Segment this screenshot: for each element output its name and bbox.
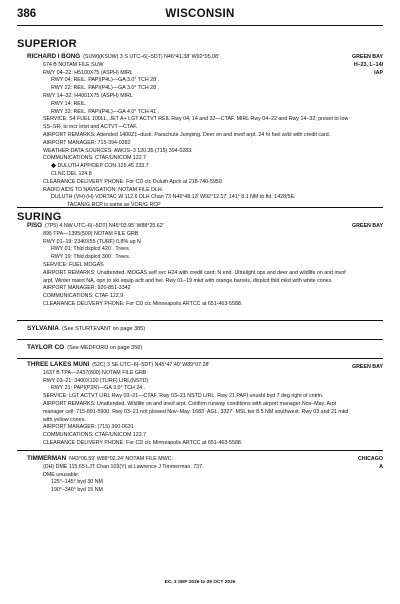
runway-end: RWY 32: REIL. PAPI(P4L)—GA 4.0° TCH 41´. <box>51 108 160 115</box>
runway-end: RWY 21: PAPI(P2R)—GA 3.0° TCH 24´. <box>51 385 146 392</box>
section-rule <box>17 450 383 451</box>
service: SERVICE: LGT ACTVT LIRL Rwy 03–21—CTAF. Rwy 03–21 NSTD LIRL. Rwy 21 PAPI unusbl byd 7 deg right of cntrln. <box>43 393 324 400</box>
sylvania-crossref <box>27 325 145 332</box>
chart-ref: CHICAGO <box>357 456 383 462</box>
superior-entry <box>27 53 357 210</box>
navaid-title-line <box>27 455 357 464</box>
state-title: WISCONSIN <box>165 8 235 20</box>
weather-data: WEATHER DATA SOURCES: AWOS–3 120.35 (715) 394-0283. <box>43 147 193 154</box>
communications: COMMUNICATIONS: CTAF 122.9 <box>43 293 124 300</box>
city-name: TAYLOR CO <box>27 344 65 351</box>
airport-manager: AIRPORT MANAGER: 920-851-3342 <box>43 285 131 292</box>
taylor-crossref <box>27 344 142 351</box>
page-number: 386 <box>17 8 37 20</box>
section-rule <box>17 358 383 359</box>
service: SERVICE: FUEL MOGAS <box>43 261 104 268</box>
threelakes-chart-ref: GREEN BAY <box>351 364 383 370</box>
city-name: SYLVANIA <box>27 325 59 332</box>
clearance-phone: CLEARANCE DELIVERY PHONE: For CD ctc Minneapolis ARTCC at 651-463-5588. <box>43 439 243 446</box>
service: SERVICE: S4 FUEL 100LL, JET A+ LGT ACTVT REIL Rwy 04, 14 and 32—CTAF. MIRL Rwy 04–22 and Rwy 14–32; preset to low SS–SR, to incr intst and ACTVT—CTAF. <box>43 116 349 131</box>
radio-aids: RADIO AIDS TO NAVIGATION: NOTAM FILE DLH. <box>43 186 164 193</box>
header-rule <box>17 25 383 26</box>
elevation-line: 674 B NOTAM FILE SUW <box>43 61 104 68</box>
vortac-note: TACAN/G RCP is same as VOR/G RCP <box>67 202 161 209</box>
airport-remarks: AIRPORT REMARKS: Unattended. MOGAS self svc H24 with credit card; N end. Ultralight ops and deer and wildlife on and invof arpt. Winter maint NA, opn to ski equip acft and hel. Rwy 01–19 mkd with orange barrels, displcd thld mkd with white cones. <box>43 269 346 284</box>
clearance-phone: CLEARANCE DELIVERY PHONE: For CD ctc Duluth Apch at 218-740-5950. <box>43 178 224 185</box>
airport-manager: AIRPORT MANAGER: 715-394-0282 <box>43 139 131 146</box>
navaid-ids: N43°06.59′ W88°02.24′ NOTAM FILE MWC. <box>69 456 173 462</box>
airport-name: RICHARD I BONG <box>27 53 81 60</box>
communications: COMMUNICATIONS: CTAF/UNICOM 122.7 <box>43 155 147 162</box>
airport-name: THREE LAKES MUNI <box>27 361 90 368</box>
airport-manager: AIRPORT MANAGER: (715) 360-0631 <box>43 424 134 431</box>
chart-ref: IAP <box>374 69 383 76</box>
clearance-phone: CLEARANCE DELIVERY PHONE: For CD ctc Minneapolis ARTCC at 651-463-5588. <box>43 300 243 307</box>
runway-end: RWY 14: REIL. <box>51 100 87 107</box>
dme-restriction: 125°–145° byd 30 NM <box>51 479 103 486</box>
runway: RWY 14–32: H4001X75 (ASPH) MIRL <box>43 92 133 99</box>
timmerman-entry <box>27 455 357 495</box>
app-dep-text: DULUTH APP/DEP CON 125.45 233.7 <box>57 163 149 170</box>
airport-title-line <box>27 222 357 231</box>
cross-reference: (See STURTEVANT on page 385) <box>61 326 146 332</box>
vortac: DULUTH (VH) (H) VORTAC W 112.6 DLH Chan 73 N46°48.13′ W92°12.17′ 141° 8.1 NM to fld. 1428/5E. <box>51 194 296 201</box>
timmerman-chart-refs <box>358 456 383 472</box>
airport-title-line <box>27 53 357 62</box>
cross-reference: (See MEDFORD on page 356) <box>67 345 143 351</box>
dme-unusable: DME unusable: <box>43 471 80 478</box>
airport-ids: (7P5) 4 NW UTC–6(–5DT) N45°03.95′ W88°25.62′ <box>45 223 164 229</box>
section-rule <box>17 207 383 208</box>
airport-remarks: AIRPORT REMARKS: Attended 1400Z‡–dusk. Parachute Jumping. Deer on and invof arpt. 24 hr fuel avbl with credit card. <box>43 131 331 138</box>
airport-ids: (52C) 3 SE UTC–6(–5DT) N45°47.40′ W89°07.28′ <box>92 362 210 368</box>
elevation-line: 895 TPA—1395(500) NOTAM FILE GRB <box>43 230 139 237</box>
runway-end: RWY 22: REIL. PAPI(P4L)—GA 3.0° TCH 28´. <box>51 85 160 92</box>
city-superior: SUPERIOR <box>17 38 77 50</box>
dme-restriction: 190°–340° byd 15 NM <box>51 487 103 494</box>
communications: COMMUNICATIONS: CTAF/UNICOM 122.7 <box>43 432 147 439</box>
dme-line: (DH) DME 115.65 LJT Chan 103(Y) at Lawrence J Timmerman. 737. <box>43 463 204 470</box>
elevation-line: 1637 B TPA—2437(800) NOTAM FILE GRB <box>43 369 147 376</box>
chart-ref: A <box>379 463 383 470</box>
suring-chart-ref: GREEN BAY <box>351 223 383 229</box>
airport-remarks: AIRPORT REMARKS: Unattended. Wildlife on and invof arpt. Confirm runway conditions with airport manager Nov–May. Arpt manager cell: 715-891-5900. Rwy 03–21 not plowed Nov–May. 1683´ AGL, 3327´ MSL twr 8.5 NM southwest. Rwy 03 and 21 mkd with yellow cones. <box>43 400 349 423</box>
airport-name: PISO <box>27 222 43 229</box>
clearance-delivery-freq: CLNC DEL 124.8 <box>51 170 92 177</box>
star-icon <box>51 163 56 168</box>
runway-end: RWY 01: Thld dsplcd 420´. Trees. <box>51 246 131 253</box>
airport-title-line <box>27 361 357 370</box>
approach-departure <box>27 163 357 171</box>
section-rule <box>17 339 383 340</box>
runway: RWY 01–19: 2340X55 (TURF) 0.8% up N <box>43 238 141 245</box>
city-suring: SURING <box>17 211 62 223</box>
three-lakes-entry <box>27 361 357 448</box>
section-rule <box>17 320 383 321</box>
suring-entry <box>27 222 357 309</box>
runway: RWY 04–22: H5100X75 (ASPH) MIRL <box>43 69 133 76</box>
chart-ref: GREEN BAY <box>351 54 383 60</box>
navaid-name: TIMMERMAN <box>27 455 67 462</box>
runway-end: RWY 04: REIL. PAPI(P4L)—GA 3.0° TCH 28´. <box>51 77 160 84</box>
effective-dates: EC, 3 SEP 2026 to 29 OCT 2026 <box>164 580 236 585</box>
airport-ids: (SUW)(KSUW) 3 S UTC–6(–5DT) N46°41.38′ W92°05.08′ <box>83 54 219 60</box>
chart-ref: H–23, L–14I <box>353 61 383 68</box>
runway-end: RWY 19: Thld dsplcd 300´. Trees. <box>51 254 131 261</box>
runway: RWY 03–21: 3400X120 (TURF) LIRL(NSTD) <box>43 377 149 384</box>
